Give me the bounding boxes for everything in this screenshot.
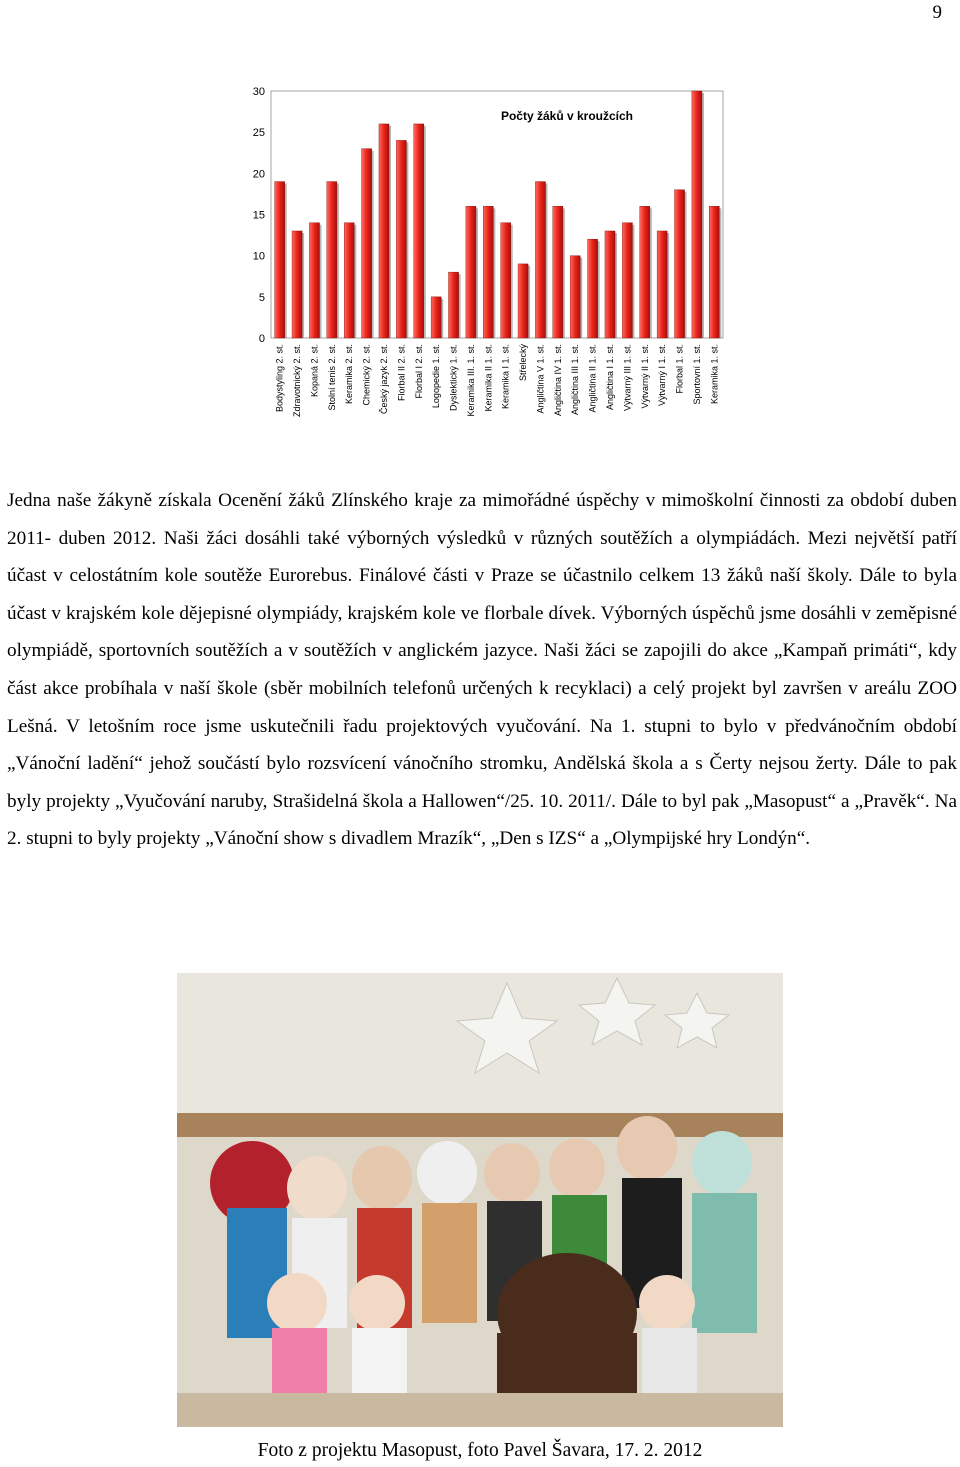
bar — [414, 124, 424, 338]
group-photo — [177, 973, 783, 1427]
x-category-label: Angličtina I 1. st. — [605, 344, 615, 411]
bar — [275, 182, 285, 338]
x-category-label: Výtvarný I 1. st. — [657, 344, 668, 407]
x-category-label: Stolní tenis 2. st. — [326, 344, 337, 411]
bar — [605, 231, 615, 338]
bar — [553, 206, 563, 338]
bar — [309, 223, 319, 338]
bar — [692, 91, 702, 338]
x-category-label: Angličtina II 1. st. — [587, 344, 598, 413]
photo-caption: Foto z projektu Masopust, foto Pavel Šavara, 17. 2. 2012 — [257, 1440, 703, 1461]
bar — [622, 223, 632, 338]
x-category-label: Keramika I 1. st. — [500, 344, 511, 410]
bar — [588, 239, 598, 338]
bar — [518, 264, 528, 338]
bar — [344, 223, 354, 338]
x-category-label: Logopedie 1. st. — [431, 344, 442, 409]
x-category-label: Bodystyling 2. st. — [274, 344, 285, 413]
page-number: 9 — [932, 2, 942, 23]
x-category-label: Florbal II 2. st. — [396, 344, 407, 402]
bar — [292, 231, 302, 338]
x-category-label: Angličtina III 1. st. — [570, 344, 581, 416]
y-tick-label: 20 — [252, 168, 265, 181]
x-category-label: Kopaná 2. st. — [309, 344, 320, 398]
y-tick-label: 25 — [252, 127, 265, 140]
bar — [466, 206, 476, 338]
x-category-label: Zdravotnický 2. st. — [292, 344, 303, 418]
x-category-label: Střelecký — [518, 344, 529, 382]
y-tick-label: 30 — [252, 86, 265, 98]
x-category-label: Florbal 1. st. — [674, 344, 685, 394]
y-tick-label: 5 — [258, 291, 265, 304]
x-category-label: Florbal I 2. st. — [413, 344, 424, 399]
bar — [483, 206, 493, 338]
x-category-label: Keramika III. 1. st. — [465, 344, 476, 417]
x-category-label: Keramika 1. st. — [709, 344, 720, 405]
x-category-label: Český jazyk 2. st. — [379, 344, 389, 415]
bar — [431, 297, 441, 338]
bar — [327, 182, 337, 338]
bar — [657, 231, 667, 338]
bar — [448, 272, 458, 338]
bar — [501, 223, 511, 338]
bar — [535, 182, 545, 338]
x-category-label: Výtvarný II 1. st. — [639, 344, 650, 409]
x-category-label: Výtvarný III 1. st. — [622, 344, 633, 412]
x-category-label: Angličtina V 1. st. — [535, 344, 546, 414]
bar-chart — [236, 80, 736, 420]
bar — [709, 206, 719, 338]
y-tick-label: 15 — [252, 209, 265, 222]
x-category-label: Angličtina IV 1. st. — [552, 344, 563, 417]
body-paragraph: Jedna naše žákyně získala Ocenění žáků Zlínského kraje za mimořádné úspěchy v mimoškolní činnosti za období duben 2011- duben 2012. Naši žáci dosáhli také výborných výsledků v různých soutěžích a olympiádách. Mezi největší patří účast v celostátním kole soutěže Eurorebus. Finálové části v Praze se účastnilo celkem 13 žáků naší školy. Dále to byla účast v krajském kole dějepisné olympiády, krajském kole ve florbale dívek. Výborných úspěchů jsme dosáhli v zeměpisné olympiádě, sportovních soutěžích a v soutěžích v anglickém jazyce. Naši žáci se zapojili do akce „Kampaň primáti“, kdy část akce probíhala v naší škole (sběr mobilních telefonů určených k recyklaci) a celý projekt byl završen v areálu ZOO Lešná. V letošním roce jsme uskutečnili řadu projektových vyučování. Na 1. stupni to bylo v předvánočním období „Vánoční ladění“ jehož součástí bylo rozsvícení vánočního stromku, Andělská škola a s Čerty nejsou žerty. Dále to pak byly projekty „Vyučování naruby, Strašidelná škola a Hallowen“/25. 10. 2011/. Dále to byl pak „Masopust“ a „Pravěk“. Na 2. stupni to byly projekty „Vánoční show s divadlem Mrazík“, „Den s IZS“ a „Olympijské hry Londýn“. — [7, 490, 957, 850]
x-category-label: Sportovní 1. st. — [691, 344, 702, 405]
bar — [674, 190, 684, 338]
x-category-label: Dyslektický 1. st. — [448, 344, 459, 412]
x-category-label: Keramika 2. st. — [344, 344, 355, 405]
x-category-label: Chemický 2. st. — [361, 344, 372, 406]
y-tick-label: 10 — [252, 250, 265, 263]
bar — [570, 256, 580, 338]
x-category-label: Keramika II 1. st. — [483, 344, 494, 412]
bar — [362, 149, 372, 338]
bar — [379, 124, 389, 338]
bar — [640, 206, 650, 338]
y-tick-label: 0 — [258, 333, 265, 345]
bar — [396, 140, 406, 338]
chart-title: Počty žáků v kroužcích — [500, 109, 634, 123]
